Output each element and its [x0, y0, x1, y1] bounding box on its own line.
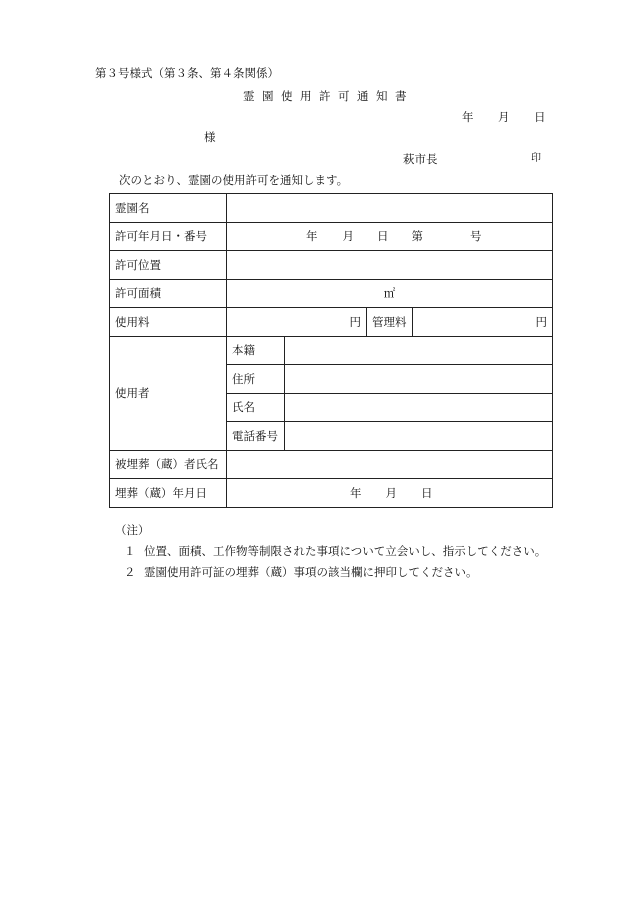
addressee-suffix: 様 — [204, 130, 216, 144]
name-label: 氏名 — [227, 393, 285, 422]
permit-go-label: 号 — [470, 229, 482, 244]
permit-month-label: 月 — [342, 229, 354, 244]
form-number: 第３号様式（第３条、第４条関係） — [95, 66, 279, 80]
fee-unit: 円 — [349, 314, 361, 329]
burial-date-value[interactable] — [227, 479, 553, 508]
table-row — [110, 479, 553, 508]
burial-day-label: 日 — [421, 485, 433, 500]
user-label: 使用者 — [110, 336, 227, 450]
date-year-label: 年 — [462, 110, 474, 124]
note-number: ２ — [124, 565, 136, 579]
phone-value[interactable] — [285, 422, 553, 451]
fee-value[interactable] — [227, 308, 367, 337]
mgmt-fee-label: 管理料 — [367, 308, 413, 337]
permit-dai-label: 第 — [411, 229, 423, 244]
name-value[interactable] — [285, 393, 553, 422]
cemetery-name-label: 霊園名 — [110, 194, 227, 223]
table-row — [110, 222, 553, 251]
fee-label: 使用料 — [110, 308, 227, 337]
issuer-name: 萩市長 — [403, 152, 438, 166]
burial-month-label: 月 — [385, 485, 397, 500]
permit-year-label: 年 — [306, 229, 318, 244]
mgmt-fee-value[interactable] — [413, 308, 553, 337]
table-row — [110, 450, 553, 479]
permit-date-value[interactable] — [227, 222, 553, 251]
cemetery-name-value[interactable] — [227, 194, 553, 223]
note-item — [124, 544, 546, 558]
area-label: 許可面積 — [110, 279, 227, 308]
buried-name-label: 被埋葬（蔵）者氏名 — [110, 450, 227, 479]
document-title: 霊園使用許可通知書 — [243, 89, 414, 103]
date-day-label: 日 — [534, 110, 546, 124]
position-value[interactable] — [227, 251, 553, 280]
buried-name-value[interactable] — [227, 450, 553, 479]
table-row — [110, 251, 553, 280]
domicile-label: 本籍 — [227, 336, 285, 365]
phone-label: 電話番号 — [227, 422, 285, 451]
permit-table — [109, 193, 553, 508]
burial-date-label: 埋葬（蔵）年月日 — [110, 479, 227, 508]
burial-year-label: 年 — [350, 485, 362, 500]
area-value[interactable] — [227, 279, 553, 308]
permit-day-label: 日 — [377, 229, 389, 244]
note-text: 霊園使用許可証の埋葬（蔵）事項の該当欄に押印してください。 — [144, 565, 478, 579]
position-label: 許可位置 — [110, 251, 227, 280]
table-row — [110, 194, 553, 223]
domicile-value[interactable] — [285, 336, 553, 365]
date-month-label: 月 — [498, 110, 510, 124]
note-text: 位置、面積、工作物等制限された事項について立会いし、指示してください。 — [144, 544, 547, 558]
permit-date-label: 許可年月日・番号 — [110, 222, 227, 251]
address-label: 住所 — [227, 365, 285, 394]
mgmt-fee-unit: 円 — [535, 314, 547, 329]
note-number: １ — [124, 544, 136, 558]
notes-heading: （注） — [115, 523, 150, 537]
note-item — [124, 565, 478, 579]
table-row — [110, 336, 553, 365]
table-row — [110, 279, 553, 308]
address-value[interactable] — [285, 365, 553, 394]
area-unit: ㎡ — [383, 286, 396, 301]
intro-text: 次のとおり、霊園の使用許可を通知します。 — [119, 173, 349, 187]
table-row — [110, 308, 553, 337]
seal-mark: 印 — [531, 153, 541, 164]
